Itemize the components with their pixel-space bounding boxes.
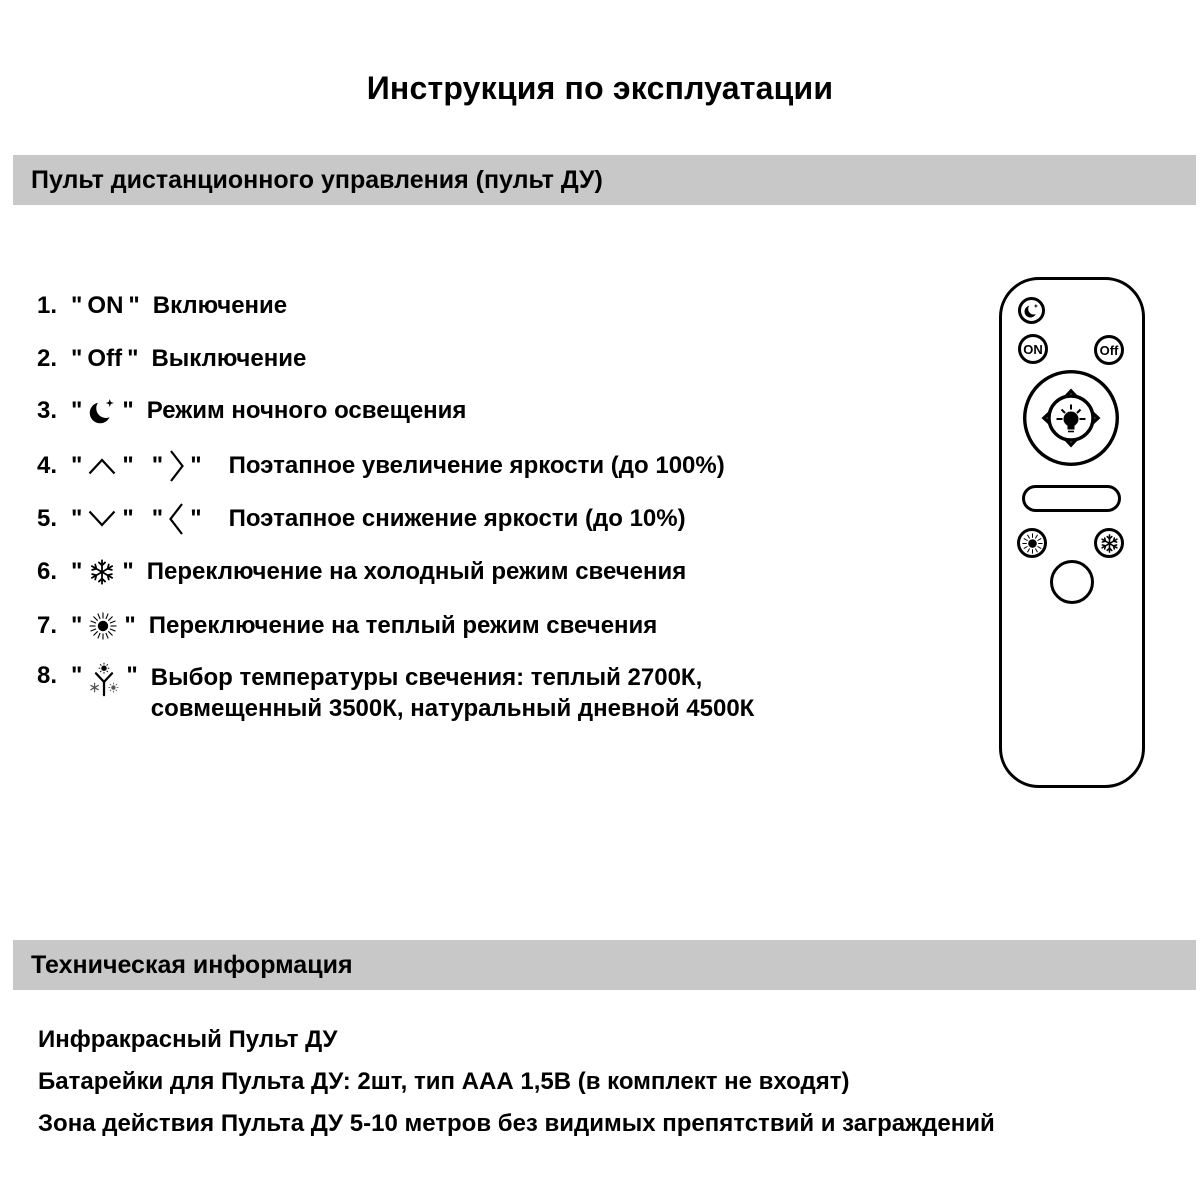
quote-mark: " (71, 662, 83, 689)
instruction-item-4 (37, 447, 725, 485)
warm-mode-button (1017, 528, 1047, 558)
item-description: Режим ночного освещения (146, 397, 467, 424)
remote-control-illustration (999, 277, 1145, 788)
moon-icon (87, 396, 117, 426)
on-button-label: ON (1023, 341, 1043, 357)
cold-mode-button (1094, 528, 1124, 558)
quote-mark: " (71, 558, 83, 585)
tech-info-line: Инфракрасный Пульт ДУ (38, 1026, 338, 1053)
instruction-item-2 (37, 345, 306, 373)
snowflake-icon (1099, 533, 1120, 554)
item-description: Поэтапное снижение яркости (до 10%) (228, 505, 686, 532)
instruction-item-8 (37, 662, 754, 724)
instruction-item-6 (37, 557, 686, 587)
instruction-item-3 (37, 396, 466, 426)
item-description: Включение (152, 292, 288, 319)
quote-mark: " (122, 397, 134, 424)
chevron-up-icon (87, 456, 117, 476)
item-number: 2. (37, 345, 58, 372)
temperature-select-icon (87, 662, 121, 698)
button-label-on: ON (87, 292, 124, 319)
section-header-tech (13, 940, 1196, 990)
off-button (1094, 335, 1124, 365)
instruction-item-5 (37, 500, 686, 538)
quote-mark: " (122, 558, 134, 585)
quote-mark: " (71, 397, 83, 424)
item-number: 8. (37, 662, 58, 689)
night-mode-button (1018, 297, 1045, 324)
item-number: 3. (37, 397, 58, 424)
quote-mark: " (122, 505, 134, 532)
quote-mark: " (190, 452, 202, 479)
tech-info-line: Зона действия Пульта ДУ 5-10 метров без видимых препятствий и заграждений (38, 1110, 995, 1137)
snowflake-icon (87, 557, 117, 587)
chevron-down-icon (87, 509, 117, 529)
moon-icon (1023, 302, 1040, 319)
tech-info-line: Батарейки для Пульта ДУ: 2шт, тип ААА 1,5В (в комплект не входят) (38, 1068, 850, 1095)
brightness-nav-pad (1021, 368, 1121, 468)
chevron-left-icon (168, 500, 185, 538)
quote-mark: " (71, 612, 83, 639)
item-number: 4. (37, 452, 58, 479)
page-title: Инструкция по эксплуатации (366, 70, 834, 106)
chevron-right-icon (168, 447, 185, 485)
item-description: Поэтапное увеличение яркости (до 100%) (228, 452, 725, 479)
section-header-remote-label: Пульт дистанционного управления (пульт ДУ) (31, 165, 603, 194)
quote-mark: " (71, 452, 83, 479)
quote-mark: " (71, 345, 83, 372)
item-description: Переключение на теплый режим свечения (148, 612, 658, 639)
quote-mark: " (151, 505, 164, 532)
section-header-tech-label: Техническая информация (31, 950, 353, 979)
round-button (1050, 560, 1094, 604)
item-description: Выключение (151, 345, 307, 372)
item-number: 1. (37, 292, 58, 319)
sun-icon (1021, 532, 1044, 555)
item-description-line1: Выбор температуры свечения: теплый 2700К, (150, 664, 703, 691)
quote-mark: " (71, 505, 83, 532)
item-number: 6. (37, 558, 58, 585)
quote-mark: " (126, 662, 138, 689)
scene-button (1022, 485, 1121, 512)
quote-mark: " (128, 292, 140, 319)
sun-icon (87, 610, 119, 642)
item-number: 5. (37, 505, 58, 532)
quote-mark: " (124, 612, 136, 639)
quote-mark: " (190, 505, 202, 532)
item-description-line2: совмещенный 3500К, натуральный дневной 4500К (150, 695, 755, 722)
instruction-item-1 (37, 292, 287, 320)
section-header-remote (13, 155, 1196, 205)
instruction-item-7 (37, 610, 657, 642)
quote-mark: " (151, 452, 164, 479)
item-description: Переключение на холодный режим свечения (146, 558, 687, 585)
off-button-label: Off (1099, 342, 1119, 358)
on-button (1018, 334, 1048, 364)
button-label-off: Off (87, 345, 123, 372)
quote-mark: " (122, 452, 134, 479)
item-number: 7. (37, 612, 58, 639)
quote-mark: " (127, 345, 139, 372)
quote-mark: " (71, 292, 83, 319)
item-description (151, 662, 755, 724)
